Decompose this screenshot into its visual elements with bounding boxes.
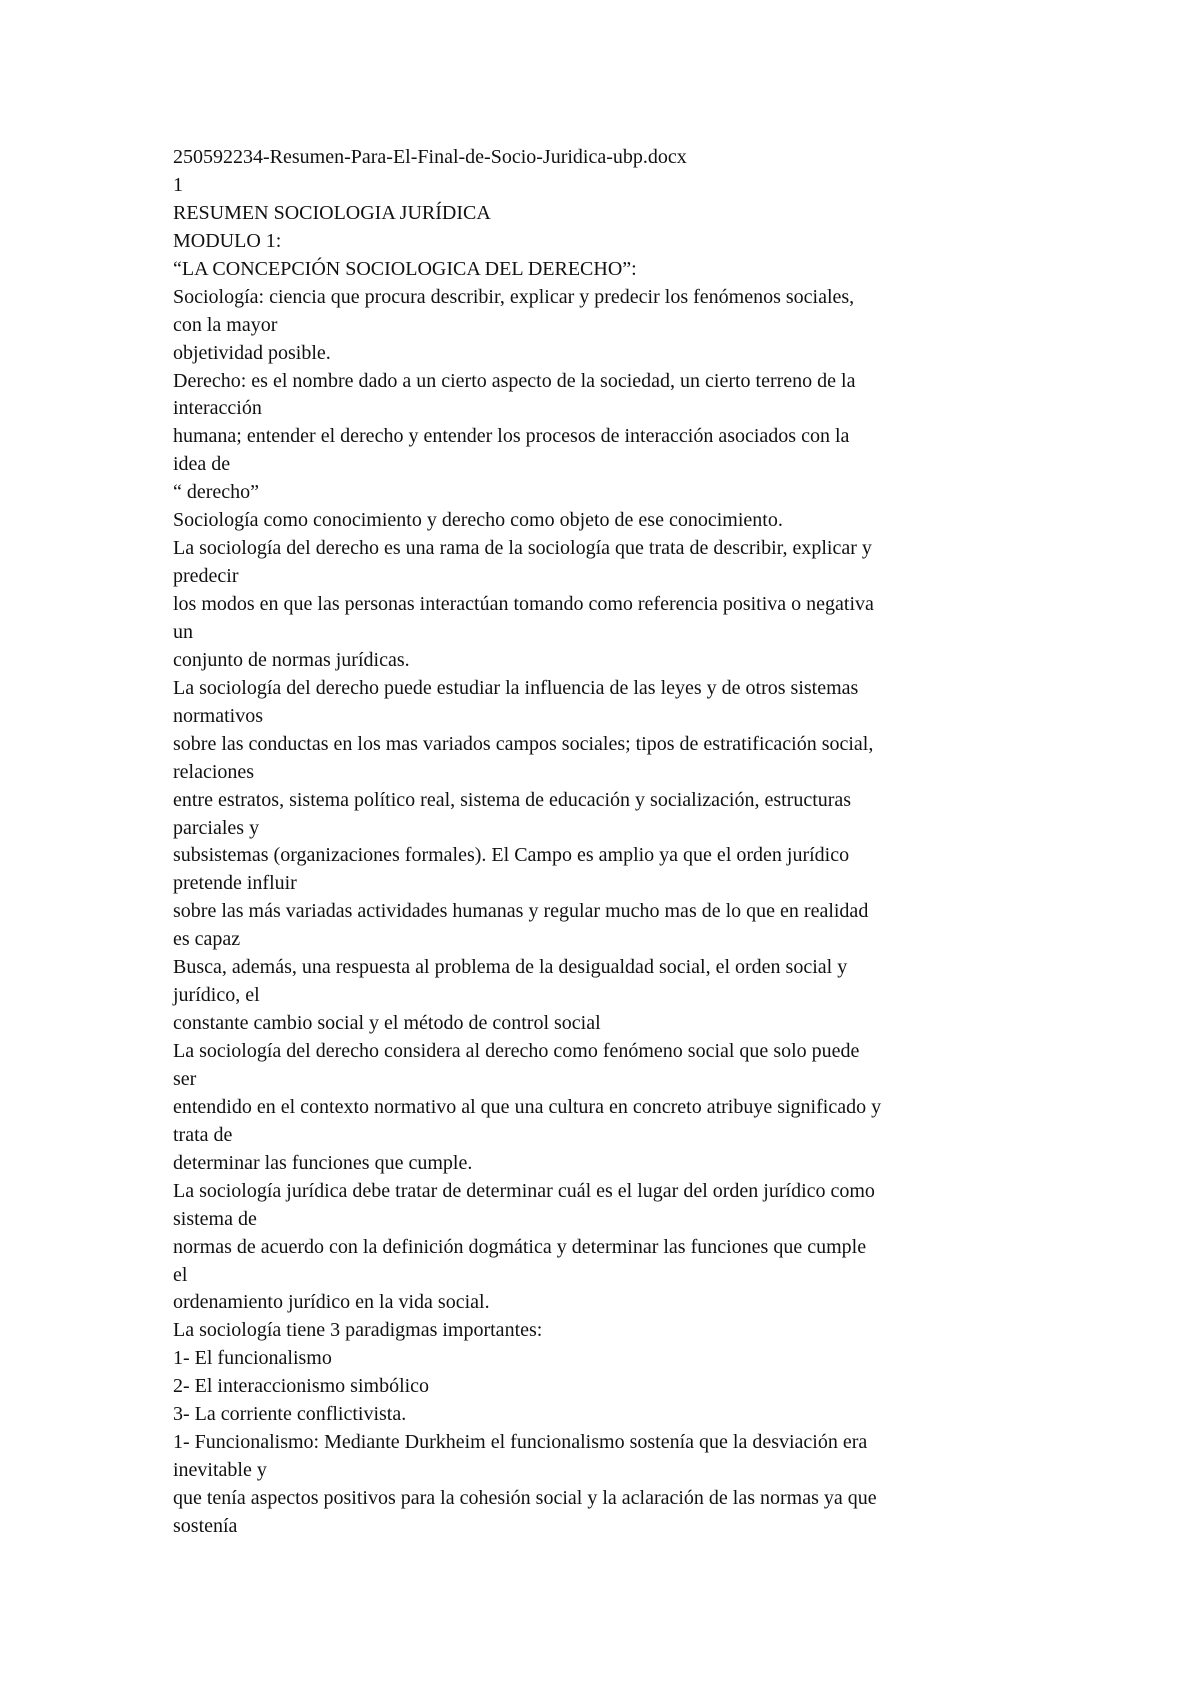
document-line: que tenía aspectos positivos para la cohesión social y la aclaración de las normas ya que <box>173 1487 877 1509</box>
document-line: normas de acuerdo con la definición dogmática y determinar las funciones que cumple <box>173 1235 867 1258</box>
document-line: La sociología del derecho considera al derecho como fenómeno social que solo puede <box>173 1040 860 1062</box>
document-line: idea de <box>173 453 231 476</box>
document-line: Busca, además, una respuesta al problema de la desigualdad social, el orden social y <box>173 956 848 979</box>
document-line: sobre las más variadas actividades humanas y regular mucho mas de lo que en realidad <box>173 900 869 923</box>
document-line: normativos <box>173 704 263 727</box>
document-line: ordenamiento jurídico en la vida social. <box>173 1291 490 1314</box>
document-line: La sociología del derecho puede estudiar la influencia de las leyes y de otros sistemas <box>173 676 859 699</box>
document-line: humana; entender el derecho y entender los procesos de interacción asociados con la <box>173 425 850 448</box>
document-line: 1- El funcionalismo <box>173 1347 332 1370</box>
document-line: entendido en el contexto normativo al que una cultura en concreto atribuye significado y <box>173 1095 882 1118</box>
document-line: La sociología jurídica debe tratar de determinar cuál es el lugar del orden jurídico como <box>173 1179 875 1202</box>
document-line: “ derecho” <box>173 481 260 504</box>
document-line: subsistemas (organizaciones formales). El Campo es amplio ya que el orden jurídico <box>173 844 850 867</box>
document-line: Derecho: es el nombre dado a un cierto aspecto de la sociedad, un cierto terreno de la <box>173 369 856 392</box>
document-line: entre estratos, sistema político real, sistema de educación y socialización, estructuras <box>173 788 852 811</box>
document-line: interacción <box>173 397 262 420</box>
document-line: es capaz <box>173 928 241 951</box>
document-line: inevitable y <box>173 1459 267 1482</box>
document-line: 3- La corriente conflictivista. <box>173 1403 407 1426</box>
document-line: 2- El interaccionismo simbólico <box>173 1375 430 1398</box>
document-line: La sociología tiene 3 paradigmas importantes: <box>173 1319 543 1342</box>
document-line: predecir <box>173 565 239 588</box>
document-line: trata de <box>173 1123 233 1146</box>
document-line: relaciones <box>173 760 255 783</box>
document-line: 250592234-Resumen-Para-El-Final-de-Socio-Juridica-ubp.docx <box>173 146 687 168</box>
document-line: el <box>173 1263 188 1286</box>
document-line: objetividad posible. <box>173 341 331 364</box>
document-line: RESUMEN SOCIOLOGIA JURÍDICA <box>173 201 491 224</box>
document-line: “LA CONCEPCIÓN SOCIOLOGICA DEL DERECHO”: <box>173 257 637 280</box>
document-line: determinar las funciones que cumple. <box>173 1151 473 1174</box>
document-line: Sociología como conocimiento y derecho como objeto de ese conocimiento. <box>173 509 783 532</box>
document-line: jurídico, el <box>173 984 260 1007</box>
document-line: constante cambio social y el método de control social <box>173 1012 601 1035</box>
document-line: MODULO 1: <box>173 229 282 252</box>
document-line: sistema de <box>173 1207 257 1230</box>
document-line: sostenía <box>173 1514 238 1537</box>
document-line: conjunto de normas jurídicas. <box>173 648 410 671</box>
document-line: sobre las conductas en los mas variados campos sociales; tipos de estratificación social, <box>173 732 874 755</box>
document-line: Sociología: ciencia que procura describir, explicar y predecir los fenómenos sociales, <box>173 285 855 308</box>
document-line: La sociología del derecho es una rama de la sociología que trata de describir, explicar y <box>173 537 872 560</box>
document-line: pretende influir <box>173 872 297 895</box>
document-line: con la mayor <box>173 313 278 336</box>
document-line: 1- Funcionalismo: Mediante Durkheim el funcionalismo sostenía que la desviación era <box>173 1431 868 1454</box>
document-line: un <box>173 620 193 643</box>
document-line: los modos en que las personas interactúan tomando como referencia positiva o negativa <box>173 593 874 615</box>
document-body <box>173 144 1053 1541</box>
document-line: 1 <box>173 173 183 196</box>
document-line: ser <box>173 1067 197 1090</box>
document-line: parciales y <box>173 816 260 839</box>
